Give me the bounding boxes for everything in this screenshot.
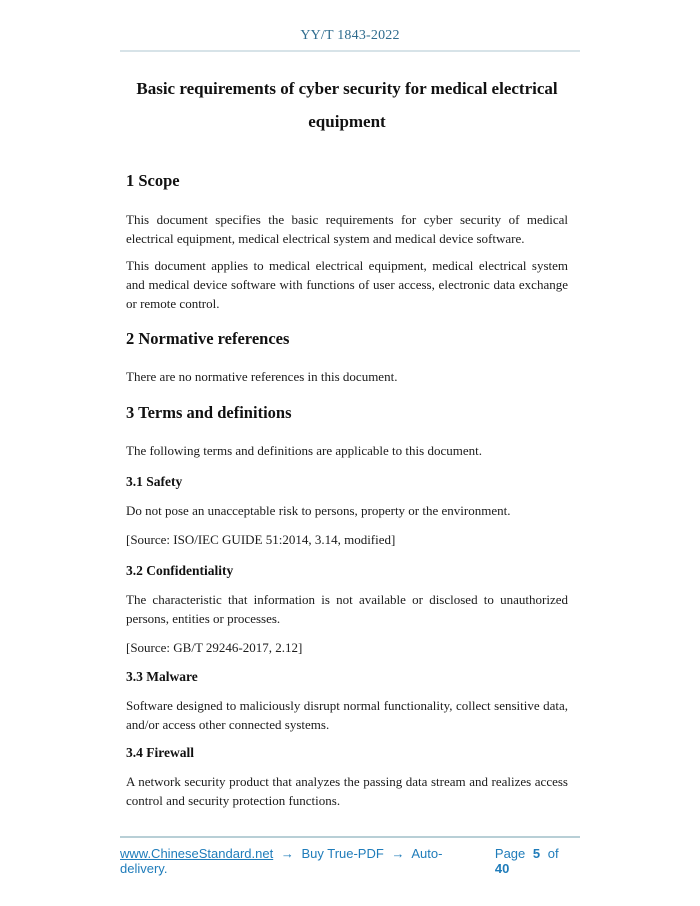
paragraph: Do not pose an unacceptable risk to persons, property or the environment. — [126, 503, 511, 518]
footer-delivery-label: Auto-delivery. — [120, 846, 443, 876]
section-heading-scope: 1 Scope — [126, 171, 180, 190]
page-footer — [120, 836, 580, 876]
document-body — [0, 72, 700, 810]
page-total: 40 — [494, 861, 510, 876]
subsection-heading-safety: 3.1 Safety — [126, 474, 183, 489]
paragraph: A network security product that analyzes the passing data stream and realizes access control and security protection functions. — [126, 774, 568, 808]
header-doc-number: YY/T 1843-2022 — [300, 28, 400, 43]
paragraph: There are no normative references in this document. — [126, 369, 398, 384]
page-title — [126, 72, 568, 138]
source-note: [Source: ISO/IEC GUIDE 51:2014, 3.14, modified] — [126, 532, 396, 547]
arrow-right-icon: → — [391, 846, 405, 861]
paragraph: The characteristic that information is not available or disclosed to unauthorized persons, entities or processes. — [126, 592, 568, 626]
of-label: of — [547, 846, 559, 861]
page-number — [491, 846, 580, 876]
page-title-line2: equipment — [308, 112, 386, 131]
page-title-line1: Basic requirements of cyber security for medical electrical — [136, 79, 558, 98]
section-heading-terms-and-definitions: 3 Terms and definitions — [126, 403, 292, 422]
arrow-right-icon: → — [280, 846, 294, 861]
footer-website-link[interactable]: www.ChineseStandard.net — [120, 846, 274, 861]
paragraph: Software designed to maliciously disrupt normal functionality, collect sensitive data, and/or access other connected systems. — [126, 698, 568, 732]
paragraph: This document applies to medical electrical equipment, medical electrical system and medical device software with functions of user access, electronic data exchange or remote control. — [126, 258, 568, 311]
paragraph: The following terms and definitions are applicable to this document. — [126, 443, 482, 458]
source-note: [Source: GB/T 29246-2017, 2.12] — [126, 640, 303, 655]
page-current: 5 — [532, 846, 541, 861]
subsection-heading-firewall: 3.4 Firewall — [126, 745, 194, 760]
subsection-heading-malware: 3.3 Malware — [126, 669, 198, 684]
footer-promo — [120, 846, 491, 876]
page-label: Page — [494, 846, 526, 861]
section-heading-normative-references: 2 Normative references — [126, 329, 290, 348]
footer-buy-label: Buy True-PDF — [301, 846, 384, 861]
header-divider — [120, 50, 580, 52]
paragraph: This document specifies the basic requirements for cyber security of medical electrical equipment, medical electrical system and medical device software. — [126, 212, 568, 246]
subsection-heading-confidentiality: 3.2 Confidentiality — [126, 563, 234, 578]
